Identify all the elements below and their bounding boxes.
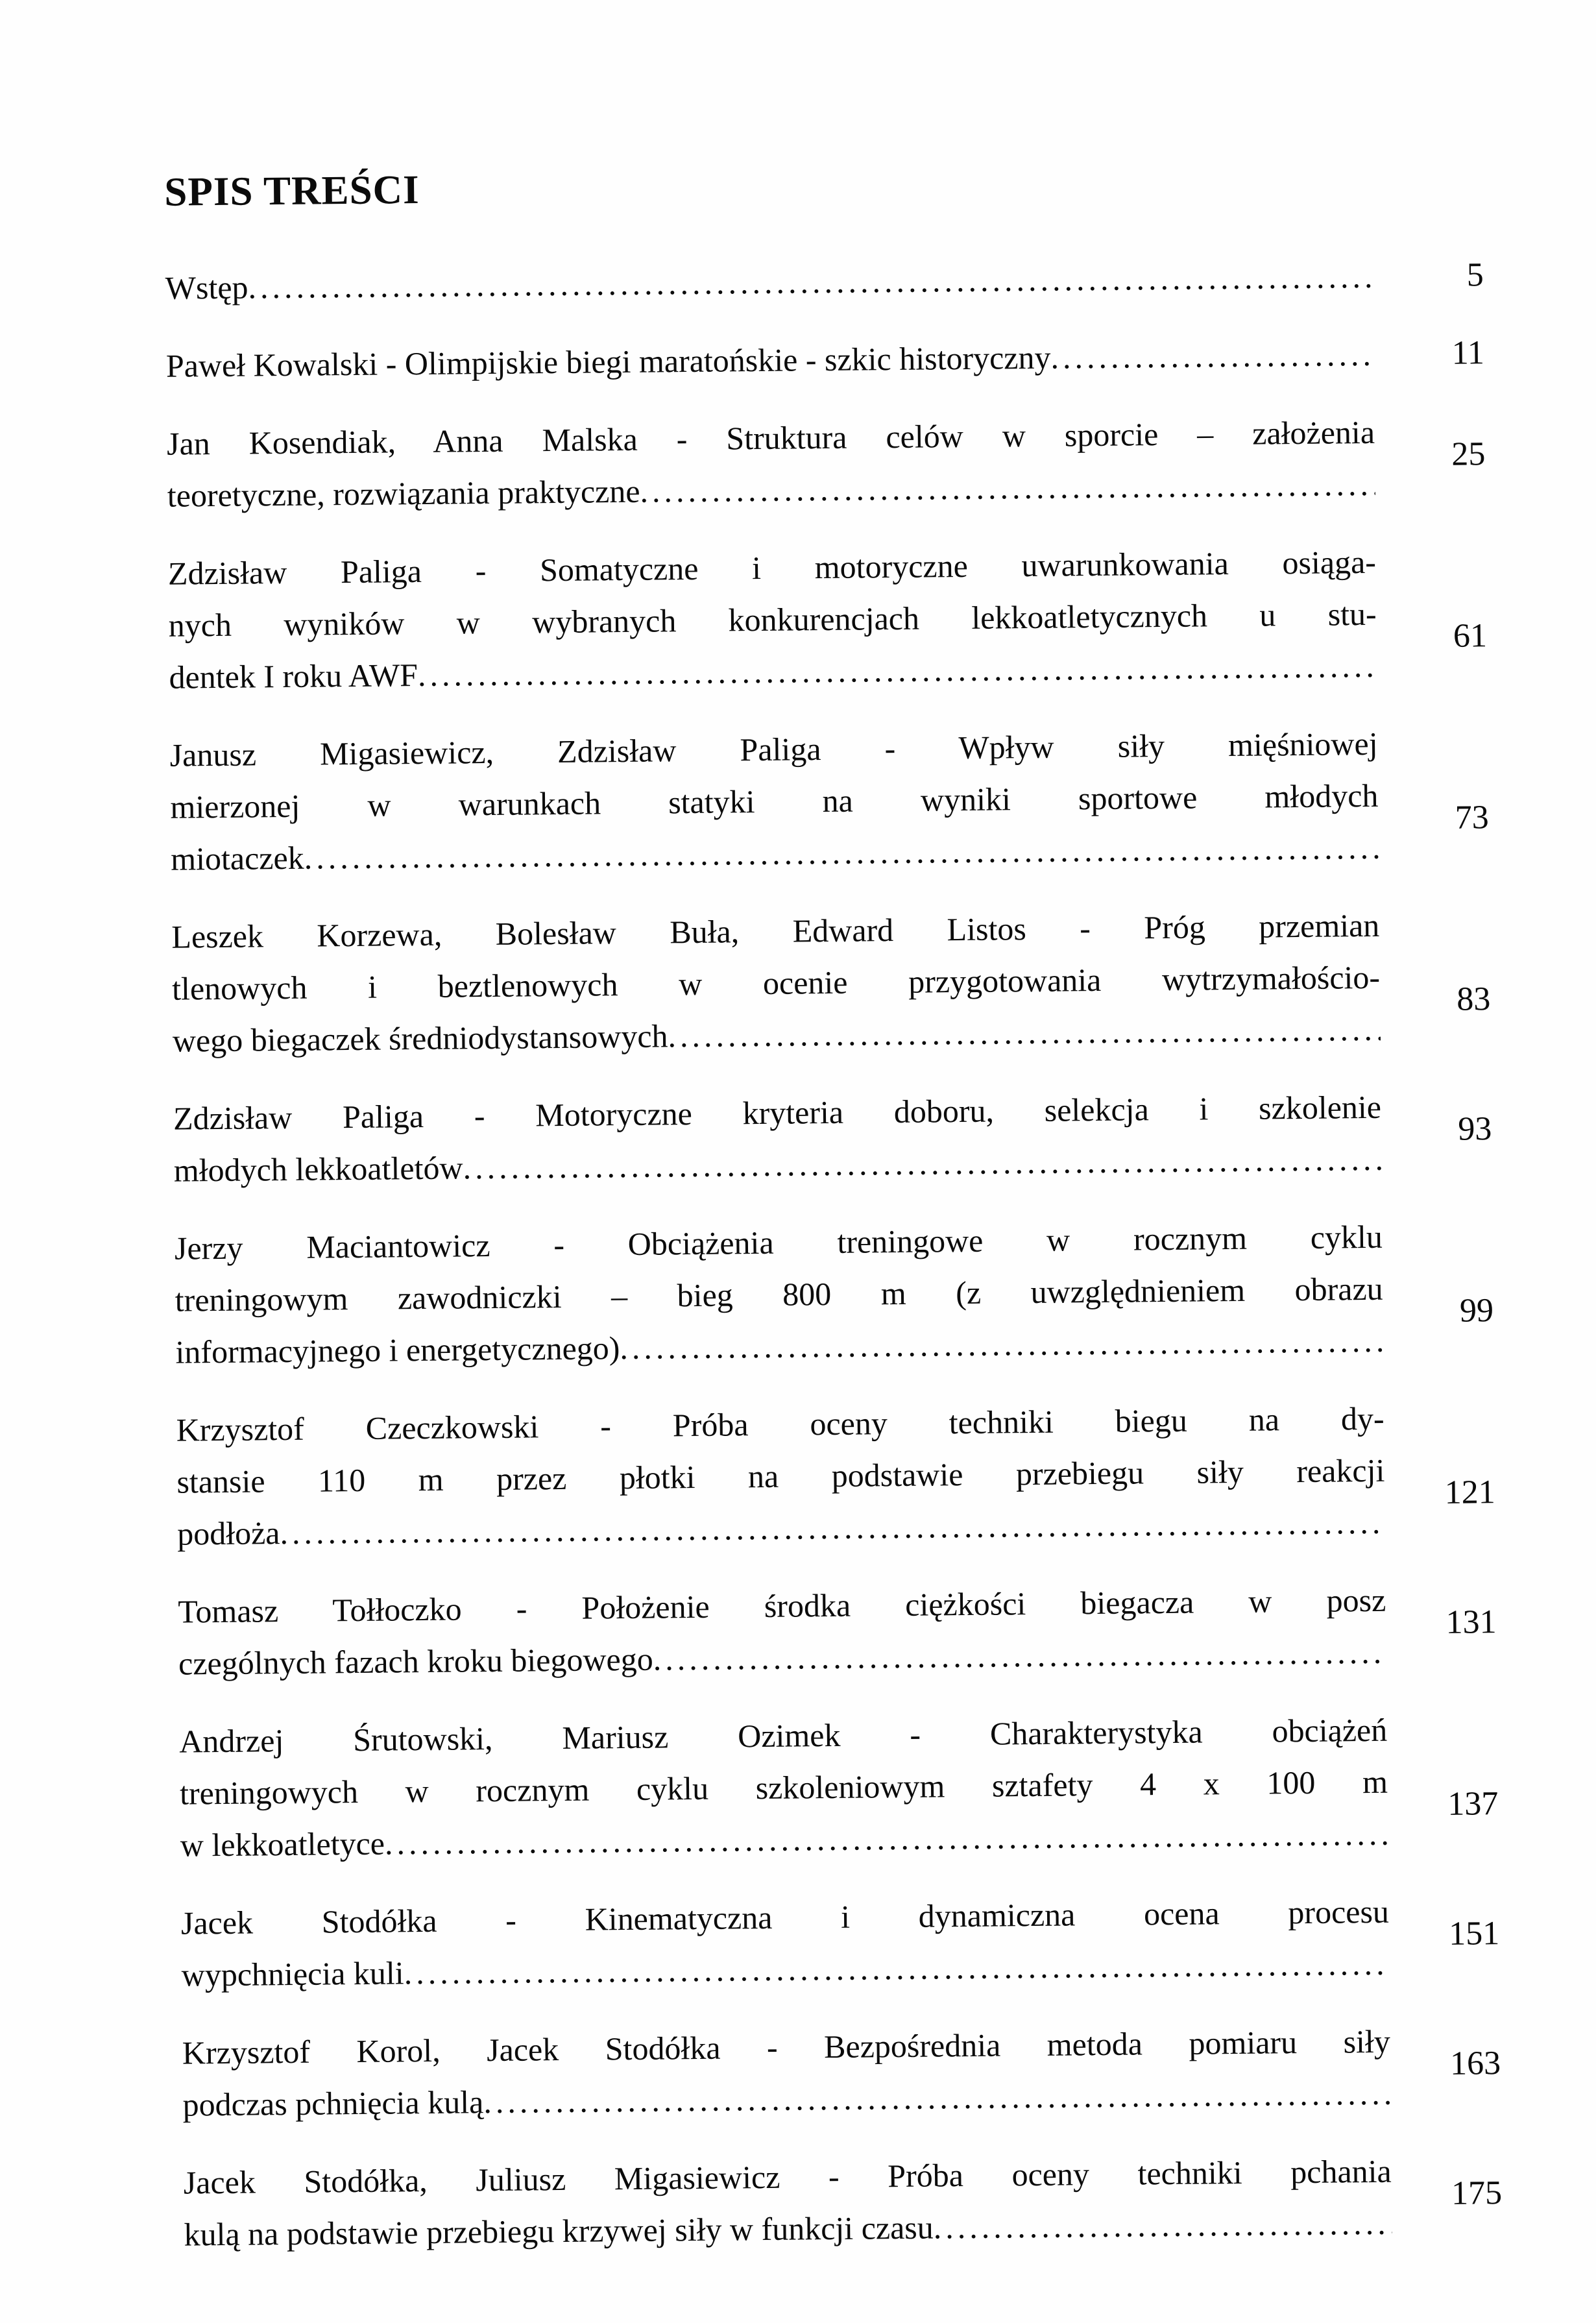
toc-entry-line [173,1133,1382,1197]
toc-entry-line [181,1938,1390,2001]
toc-entry-text [182,2015,1390,2131]
toc-entry [179,1703,1499,1871]
toc-entry-text [171,899,1381,1067]
toc-entry-title-text: Paweł Kowalski - Olimpijskie biegi maratońskie - szkic historyczny [165,339,1051,384]
dot-leader [933,2197,1392,2254]
toc-entry-line [177,1496,1386,1560]
toc-entry-line: nych wyników w wybranych konkurencjach lekkoatletycznych u stu- [168,595,1377,644]
toc-entry-text [169,718,1379,885]
toc-entry-text [179,1704,1388,1871]
toc-entry-text [178,1574,1386,1690]
toc-entry-line: treningowych w rocznym cyklu szkoleniowym sztafety 4 x 100 m [179,1763,1388,1812]
toc-entry-line: Andrzej Śrutowski, Mariusz Ozimek - Charakterystyka obciążeń [178,1711,1388,1760]
page-number: 175 [1451,2174,1503,2212]
toc-entry [165,249,1484,314]
page-title: SPIS TREŚCI [164,166,420,215]
toc-entry-line [184,2197,1392,2261]
dot-leader [280,1496,1385,1559]
page-number: 163 [1449,2045,1501,2082]
toc-entry-title-text: informacyjnego i energetycznego) [175,1330,620,1370]
toc-entry-title-text: wypchnięcia kuli [181,1954,404,1993]
dot-leader [418,640,1377,701]
toc-entry-text [175,1211,1384,1378]
page-number: 5 [1466,256,1484,294]
toc-entry [169,716,1489,884]
toc-entry-line: Jacek Stodółka, Juliusz Migasiewicz - Próba oceny techniki pchania [183,2152,1392,2201]
dot-leader [463,1133,1382,1194]
page-number: 25 [1451,435,1486,473]
toc-entry [178,1573,1497,1689]
toc-entry-line: Krzysztof Korol, Jacek Stodółka - Bezpośrednia metoda pomiaru siły [182,2023,1391,2071]
dot-leader [640,458,1375,517]
toc-entry [166,327,1485,392]
toc-entry-line: Leszek Korzewa, Bolesław Buła, Edward Listos - Próg przemian [171,906,1380,955]
toc-entry-text [173,1081,1382,1197]
toc-entry-line [180,1808,1388,1871]
toc-entry-title-text: Wstęp [165,269,248,306]
toc-entry-title-text: w lekkoatletyce [180,1825,385,1864]
toc-entry-text [168,536,1377,703]
toc-entry-line [173,1003,1381,1067]
toc-entry [176,1391,1495,1559]
dot-leader [385,1808,1389,1869]
page-number: 131 [1445,1603,1497,1641]
toc-entry-title-text: podłoża [176,1514,280,1552]
toc-entry [183,2144,1502,2260]
dot-leader [404,1938,1390,1999]
toc-entry-line [167,458,1375,522]
toc-entry-text [176,1393,1385,1560]
toc-entry-line: Krzysztof Czeczkowski - Próba oceny techniki biegu na dy- [176,1400,1384,1448]
toc-entry [171,898,1491,1066]
page-number: 11 [1451,334,1485,372]
toc-entry-line: Zdzisław Paliga - Somatyczne i motoryczne uwarunkowania osiąga- [167,543,1377,592]
toc-entry-line [165,250,1373,314]
toc-entry-text [181,1886,1390,2001]
toc-entry-line: Jacek Stodółka - Kinematyczna i dynamiczna ocena procesu [180,1893,1390,1941]
toc-entry-line: Jerzy Maciantowicz - Obciążenia treningowe w rocznym cyklu [174,1218,1383,1267]
toc-entry-line: stansie 110 m przez płotki na podstawie przebiegu siły reakcji [176,1452,1385,1500]
dot-leader [483,2067,1391,2128]
dot-leader [653,1626,1386,1685]
toc-entry-line [182,2067,1391,2131]
page-number: 73 [1455,799,1489,836]
toc-entry [167,405,1486,521]
toc-entry-title-text: podczas pchnięcia kulą [182,2084,484,2123]
page-number: 61 [1453,617,1488,655]
page-number: 151 [1448,1915,1500,1952]
toc-entry-title-text: kulą na podstawie przebiegu krzywej siły w funkcji czasu [184,2209,934,2253]
toc-entry [168,535,1488,703]
toc-entry [182,2014,1501,2130]
toc-entry-title-text: czególnych fazach kroku biegowego [178,1640,653,1682]
toc-entry [173,1080,1492,1196]
page-number: 137 [1447,1785,1499,1823]
dot-leader [248,250,1373,313]
toc-entry-line: mierzonej w warunkach statyki na wyniki sportowe młodych [170,777,1379,825]
toc-entry-line: Tomasz Tołłoczko - Położenie środka ciężkości biegacza w posz [178,1581,1386,1630]
toc-entry-line [169,640,1377,703]
toc-entry-line [171,821,1379,885]
page-number: 83 [1457,980,1491,1018]
toc-entry-title-text: miotaczek [170,839,304,877]
table-of-contents [164,159,1503,2286]
toc-entry [181,1884,1500,2001]
toc-entry-text [165,250,1373,314]
page-number: 121 [1444,1474,1495,1511]
dot-leader [620,1315,1384,1374]
toc-entry-title-text: wego biegaczek średniodystansowych [172,1017,668,1059]
toc-entry-line: tlenowych i beztlenowych w ocenie przygotowania wytrzymałościo- [171,958,1381,1007]
toc-list [165,249,1502,2260]
toc-entry-line: treningowym zawodniczki – bieg 800 m (z uwzględnieniem obrazu [175,1270,1383,1319]
toc-entry-line: Janusz Migasiewicz, Zdzisław Paliga - Wpływ siły mięśniowej [169,725,1378,773]
dot-leader [668,1003,1381,1062]
toc-entry [175,1210,1494,1378]
toc-entry-title-text: młodych lekkoatletów [173,1149,463,1189]
page-number: 99 [1459,1292,1494,1330]
toc-entry-title-text: teoretyczne, rozwiązania praktyczne [167,472,640,514]
toc-entry-line [175,1315,1384,1378]
toc-entry-text [183,2145,1392,2261]
toc-entry-line: Zdzisław Paliga - Motoryczne kryteria doboru, selekcja i szkolenie [173,1088,1382,1137]
page-number: 93 [1458,1110,1492,1148]
dot-leader [1050,328,1374,383]
toc-entry-title-text: dentek I roku AWF [169,657,418,696]
toc-entry-line [178,1626,1387,1690]
toc-entry-line [166,328,1375,392]
toc-entry-text [167,406,1375,522]
toc-entry-text [166,328,1375,392]
toc-entry-line: Jan Kosendiak, Anna Malska - Struktura celów w sporcie – założenia [166,413,1375,462]
dot-leader [304,821,1379,884]
